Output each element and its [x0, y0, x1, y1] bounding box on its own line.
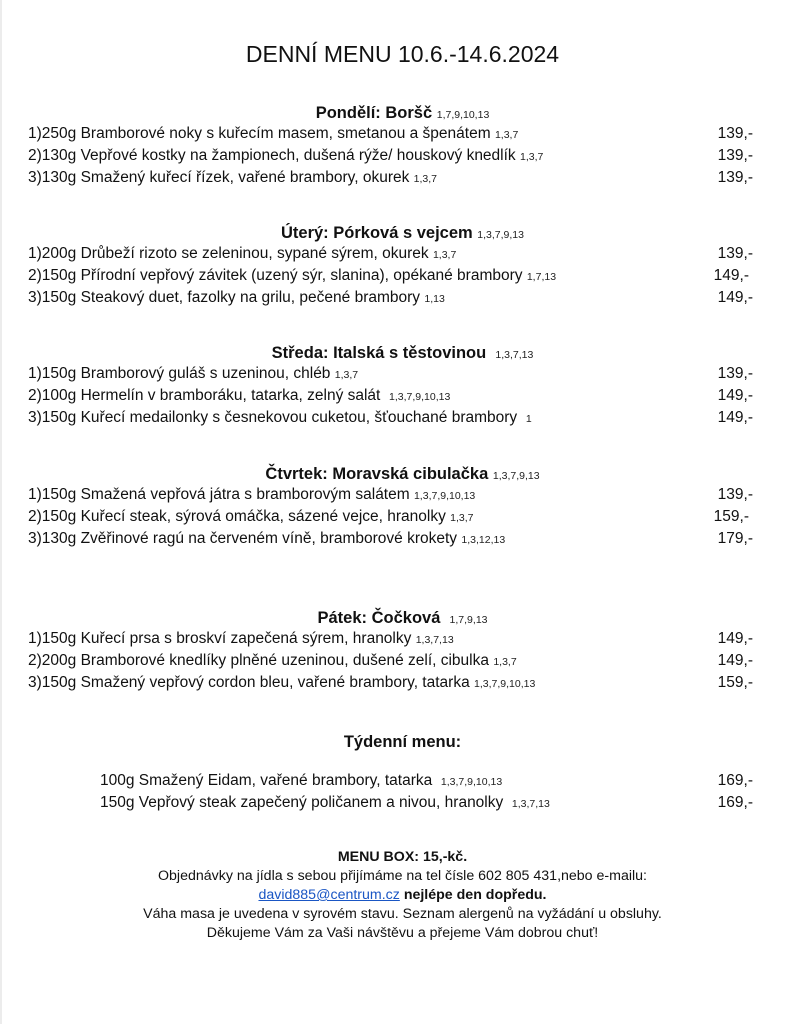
item-text: 3)130g Smažený kuřecí řízek, vařené brambory, okurek	[28, 169, 410, 186]
item-price: 149,-	[717, 630, 753, 647]
item-price: 139,-	[717, 365, 753, 382]
item-text: 1)150g Smažená vepřová játra s bramborovým salátem	[28, 486, 410, 503]
day-section-monday	[0, 103, 805, 189]
day-header	[0, 464, 805, 484]
menu-title: DENNÍ MENU 10.6.-14.6.2024	[245, 41, 560, 67]
weekly-menu-item	[0, 792, 805, 814]
email-link[interactable]: david885@centrum.cz	[258, 887, 400, 903]
menu-item	[0, 287, 805, 309]
weekly-menu-title: Týdenní menu:	[343, 733, 462, 751]
item-allergens: 1	[525, 413, 532, 425]
item-text: 1)200g Drůbeží rizoto se zeleninou, sypané sýrem, okurek	[28, 245, 429, 262]
item-allergens: 1,3,7	[493, 656, 517, 668]
menu-box-price: MENU BOX: 15,-kč.	[337, 849, 468, 865]
day-soup-title: Úterý: Pórková s vejcem	[281, 224, 473, 242]
item-allergens: 1,3,7,9,10,13	[440, 776, 503, 788]
item-text: 2)150g Kuřecí steak, sýrová omáčka, sázené vejce, hranolky	[28, 508, 446, 525]
menu-item	[0, 528, 805, 550]
day-section-friday	[0, 608, 805, 694]
item-price: 149,-	[717, 289, 753, 306]
menu-item	[0, 363, 805, 385]
item-allergens: 1,3,7,9,10,13	[474, 678, 536, 690]
item-allergens: 1,7,13	[526, 271, 557, 283]
advance-note: nejlépe den dopředu.	[403, 887, 547, 903]
item-text: 3)130g Zvěřinové ragú na červeném víně, bramborové krokety	[28, 530, 458, 547]
email-line	[0, 886, 805, 905]
day-section-wednesday	[0, 343, 805, 429]
soup-allergens: 1,3,7,9,13	[477, 229, 524, 241]
day-soup-title: Pátek: Čočková	[317, 609, 441, 627]
weekly-menu-section	[0, 732, 805, 814]
item-allergens: 1,3,7	[494, 129, 519, 141]
menu-item	[0, 628, 805, 650]
orders-note: Objednávky na jídla s sebou přijímáme na tel čísle 602 805 431,nebo e-mailu:	[158, 868, 647, 884]
thanks-note: Děkujeme Vám za Vaši návštěvu a přejeme Vám dobrou chuť!	[206, 925, 599, 941]
item-price: 169,-	[717, 794, 753, 811]
item-price: 149,-	[713, 267, 749, 284]
item-text: 2)200g Bramborové knedlíky plněné uzeninou, dušené zelí, cibulka	[28, 652, 489, 669]
item-allergens: 1,3,7	[450, 512, 474, 524]
menu-item	[0, 145, 805, 167]
soup-allergens: 1,3,7,9,13	[492, 470, 540, 482]
item-text: 1)150g Bramborový guláš s uzeninou, chléb	[28, 365, 331, 382]
menu-item	[0, 243, 805, 265]
day-header	[0, 608, 805, 628]
item-text: 3)150g Steakový duet, fazolky na grilu, pečené brambory	[28, 289, 421, 306]
item-allergens: 1,3,7,13	[415, 634, 454, 646]
menu-item	[0, 385, 805, 407]
day-section-tuesday	[0, 223, 805, 309]
menu-footer	[0, 848, 805, 943]
item-text: 100g Smažený Eidam, vařené brambory, tatarka	[100, 772, 433, 789]
item-price: 139,-	[717, 169, 753, 186]
item-price: 139,-	[717, 147, 753, 164]
item-price: 139,-	[717, 125, 753, 142]
item-allergens: 1,3,7	[413, 173, 438, 185]
item-price: 139,-	[717, 486, 753, 503]
menu-item	[0, 672, 805, 694]
soup-allergens: 1,7,9,10,13	[436, 109, 490, 121]
item-text: 3)150g Smažený vepřový cordon bleu, vařené brambory, tatarka	[28, 674, 470, 691]
item-allergens: 1,3,12,13	[461, 534, 506, 546]
item-allergens: 1,3,7	[432, 249, 457, 261]
item-allergens: 1,13	[424, 293, 445, 305]
menu-item	[0, 484, 805, 506]
item-price: 179,-	[717, 530, 753, 547]
item-price: 149,-	[717, 652, 753, 669]
day-header	[0, 343, 805, 363]
menu-item	[0, 265, 805, 287]
item-price: 159,-	[713, 508, 749, 525]
day-soup-title: Čtvrtek: Moravská cibulačka	[265, 465, 489, 483]
item-text: 3)150g Kuřecí medailonky s česnekovou cuketou, šťouchané brambory	[28, 409, 518, 426]
item-allergens: 1,3,7,13	[511, 798, 550, 810]
menu-item	[0, 167, 805, 189]
day-section-thursday	[0, 464, 805, 550]
soup-allergens: 1,3,7,13	[495, 349, 534, 361]
menu-item	[0, 650, 805, 672]
item-price: 149,-	[717, 387, 753, 404]
menu-item	[0, 407, 805, 429]
weekly-menu-item	[0, 770, 805, 792]
item-text: 2)130g Vepřové kostky na žampionech, dušená rýže/ houskový knedlík	[28, 147, 516, 164]
item-price: 169,-	[717, 772, 753, 789]
item-text: 2)150g Přírodní vepřový závitek (uzený sýr, slanina), opékané brambory	[28, 267, 523, 284]
day-header	[0, 103, 805, 123]
item-allergens: 1,3,7,9,10,13	[389, 391, 451, 403]
item-text: 1)250g Bramborové noky s kuřecím masem, smetanou a špenátem	[28, 125, 491, 142]
item-price: 159,-	[717, 674, 753, 691]
weight-note: Váha masa je uvedena v syrovém stavu. Seznam alergenů na vyžádání u obsluhy.	[143, 906, 662, 922]
item-text: 150g Vepřový steak zapečený poličanem a nivou, hranolky	[100, 794, 504, 811]
day-header	[0, 223, 805, 243]
menu-item	[0, 123, 805, 145]
item-text: 2)100g Hermelín v bramboráku, tatarka, zelný salát	[28, 387, 381, 404]
item-price: 149,-	[717, 409, 753, 426]
menu-item	[0, 506, 805, 528]
item-text: 1)150g Kuřecí prsa s broskví zapečená sýrem, hranolky	[28, 630, 412, 647]
day-soup-title: Pondělí: Boršč	[315, 104, 433, 122]
item-allergens: 1,3,7	[334, 369, 359, 381]
soup-allergens: 1,7,9,13	[449, 614, 488, 626]
item-allergens: 1,3,7	[520, 151, 544, 163]
item-price: 139,-	[717, 245, 753, 262]
item-allergens: 1,3,7,9,10,13	[413, 490, 476, 502]
day-soup-title: Středa: Italská s těstovinou	[271, 344, 487, 362]
